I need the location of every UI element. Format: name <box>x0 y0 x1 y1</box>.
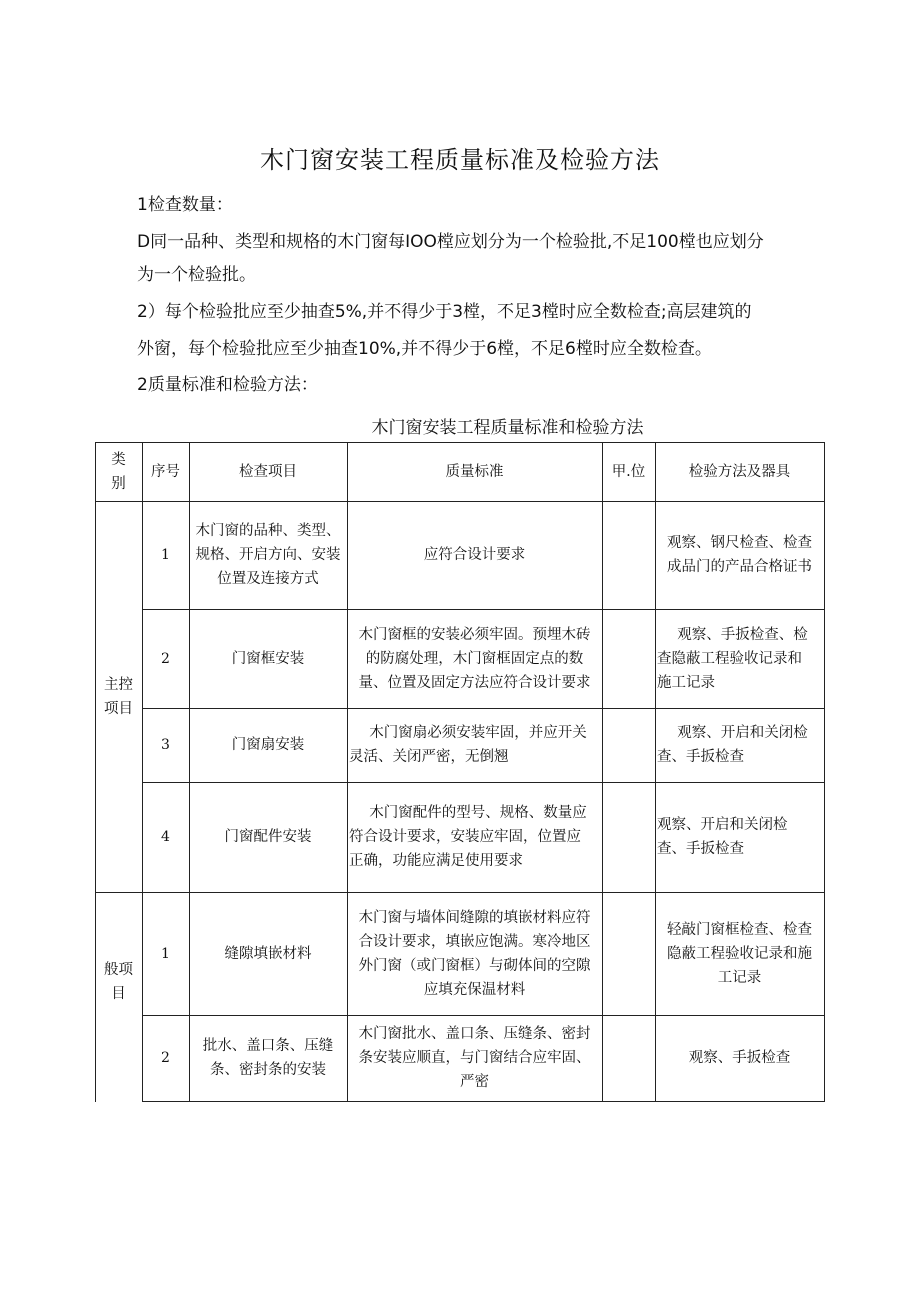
cell-item <box>189 892 347 1015</box>
cell-seq-line: 1 <box>161 547 170 563</box>
category-general-line2: 目 <box>111 986 126 1002</box>
header-method: 检验方法及器具 <box>688 463 791 480</box>
cell-standard-line: 合设计要求，填嵌应饱满。寒冷地区 <box>358 933 591 950</box>
cell-method-line: 观察、手扳检查 <box>688 1050 791 1066</box>
cell-item-line: 缝隙填嵌材料 <box>224 945 312 962</box>
cell-standard-line: 量、位置及固定方法应符合设计要求 <box>358 674 591 691</box>
category-general-line1: 般项 <box>104 962 133 978</box>
cell-item-line: 门窗框安装 <box>231 650 305 667</box>
cell-standard-line: 严密 <box>460 1074 489 1090</box>
header-standard: 质量标准 <box>445 463 504 480</box>
cell-standard-line: 木门窗扇必须安装牢固，并应开关 <box>369 725 587 741</box>
cell-method-line: 隐蔽工程验收记录和施 <box>667 945 812 962</box>
cell-standard <box>347 501 602 609</box>
cell-seq <box>142 609 189 708</box>
cell-seq <box>142 892 189 1015</box>
cell-standard-line: 木门窗框的安装必须牢固。预埋木砖 <box>358 626 591 643</box>
cell-item <box>189 708 347 782</box>
item2-line1: 2）每个检验批应至少抽查5%,并不得少于3樘，不足3樘时应全数检查;高层建筑的 <box>137 302 752 322</box>
header-unit: 甲.位 <box>611 463 646 480</box>
section1-heading: 1检查数量： <box>137 195 233 215</box>
category-general <box>95 892 142 1102</box>
cell-method-line: 查、手扳检查 <box>657 749 744 765</box>
cell-item-line: 门窗配件安装 <box>224 829 312 845</box>
cell-method-line: 观察、开启和关闭检 <box>677 725 808 741</box>
cell-seq <box>142 708 189 782</box>
cell-item-line: 位置及连接方式 <box>217 571 319 587</box>
cell-standard-line: 正确，功能应满足使用要求 <box>349 853 523 869</box>
cell-standard-line: 应符合设计要求 <box>423 547 526 563</box>
cell-seq-line: 4 <box>161 829 170 845</box>
section2-heading: 2质量标准和检验方法： <box>137 375 318 395</box>
header-category-line2: 别 <box>111 475 126 492</box>
cell-item-line: 批水、盖口条、压缝 <box>202 1038 334 1054</box>
cell-standard-line: 条安装应顺直，与门窗结合应牢固、 <box>358 1050 591 1066</box>
cell-seq-line: 1 <box>161 945 170 962</box>
cell-method <box>655 609 824 708</box>
col-border <box>824 442 825 1102</box>
cell-method-line: 轻敲门窗框检查、检查 <box>667 921 812 938</box>
document-title: 木门窗安装工程质量标准及检验方法 <box>260 146 660 174</box>
header-seq: 序号 <box>151 463 180 480</box>
cell-standard <box>347 892 602 1015</box>
cell-method-line: 查、手扳检查 <box>657 841 744 857</box>
item1-line1: D同一品种、类型和规格的木门窗每IOO樘应划分为一个检验批,不足100樘也应划分 <box>137 232 764 252</box>
cell-standard-line: 木门窗与墙体间缝隙的填嵌材料应符 <box>358 909 591 926</box>
cell-method <box>655 782 824 892</box>
cell-standard-line: 的防腐处理，木门窗框固定点的数 <box>365 650 584 667</box>
cell-standard-line: 木门窗批水、盖口条、压缝条、密封 <box>358 1026 591 1042</box>
cell-method <box>655 501 824 609</box>
category-main-line1: 主控 <box>104 676 133 693</box>
item1-line2: 为一个检验批。 <box>137 265 256 285</box>
category-main-line2: 项目 <box>104 700 133 717</box>
cell-method-line: 施工记录 <box>657 674 715 691</box>
cell-item-line: 条、密封条的安装 <box>210 1062 326 1078</box>
cell-method-line: 工记录 <box>717 969 762 986</box>
cell-standard-line: 符合设计要求，安装应牢固，位置应 <box>349 829 581 845</box>
cell-method-line: 观察、手扳检查、检 <box>677 626 808 643</box>
item2-line2: 外窗，每个检验批应至少抽查10%,并不得少于6樘，不足6樘时应全数检查。 <box>137 339 712 359</box>
cell-seq <box>142 1015 189 1101</box>
cell-method <box>655 892 824 1015</box>
col-border <box>602 442 603 1102</box>
table-bottom-border <box>142 1101 825 1102</box>
cell-item <box>189 782 347 892</box>
cell-standard <box>347 1015 602 1101</box>
cell-item <box>189 1015 347 1101</box>
cell-method-line: 成品门的产品合格证书 <box>667 559 812 575</box>
cell-item-line: 规格、开启方向、安装 <box>195 547 341 563</box>
header-category <box>95 442 142 501</box>
cell-method-line: 观察、开启和关闭检 <box>657 817 788 833</box>
category-main <box>95 501 142 892</box>
header-category-line1: 类 <box>111 451 126 468</box>
cell-method-line: 观察、钢尺检查、检查 <box>667 535 812 551</box>
cell-standard-line: 灵活、关闭严密，无倒翘 <box>349 749 509 765</box>
table-caption: 木门窗安装工程质量标准和检验方法 <box>371 418 644 438</box>
cell-standard-line: 木门窗配件的型号、规格、数量应 <box>369 805 587 821</box>
cell-seq-line: 3 <box>161 737 170 753</box>
cell-standard <box>347 782 602 892</box>
cell-item-line: 木门窗的品种、类型、 <box>195 523 341 539</box>
cell-standard <box>347 609 602 708</box>
cell-method-line: 查隐蔽工程验收记录和 <box>657 650 802 667</box>
cell-seq-line: 2 <box>161 650 170 667</box>
cell-standard-line: 应填充保温材料 <box>423 981 526 998</box>
cell-seq <box>142 501 189 609</box>
cell-seq-line: 2 <box>161 1050 170 1066</box>
cell-standard-line: 外门窗（或门窗框）与砌体间的空隙 <box>358 957 591 974</box>
cell-item <box>189 609 347 708</box>
cell-standard <box>347 708 602 782</box>
cell-method <box>655 708 824 782</box>
cell-item-line: 门窗扇安装 <box>231 737 305 753</box>
header-item: 检查项目 <box>239 463 297 480</box>
cell-seq <box>142 782 189 892</box>
cell-item <box>189 501 347 609</box>
cell-method <box>655 1015 824 1101</box>
